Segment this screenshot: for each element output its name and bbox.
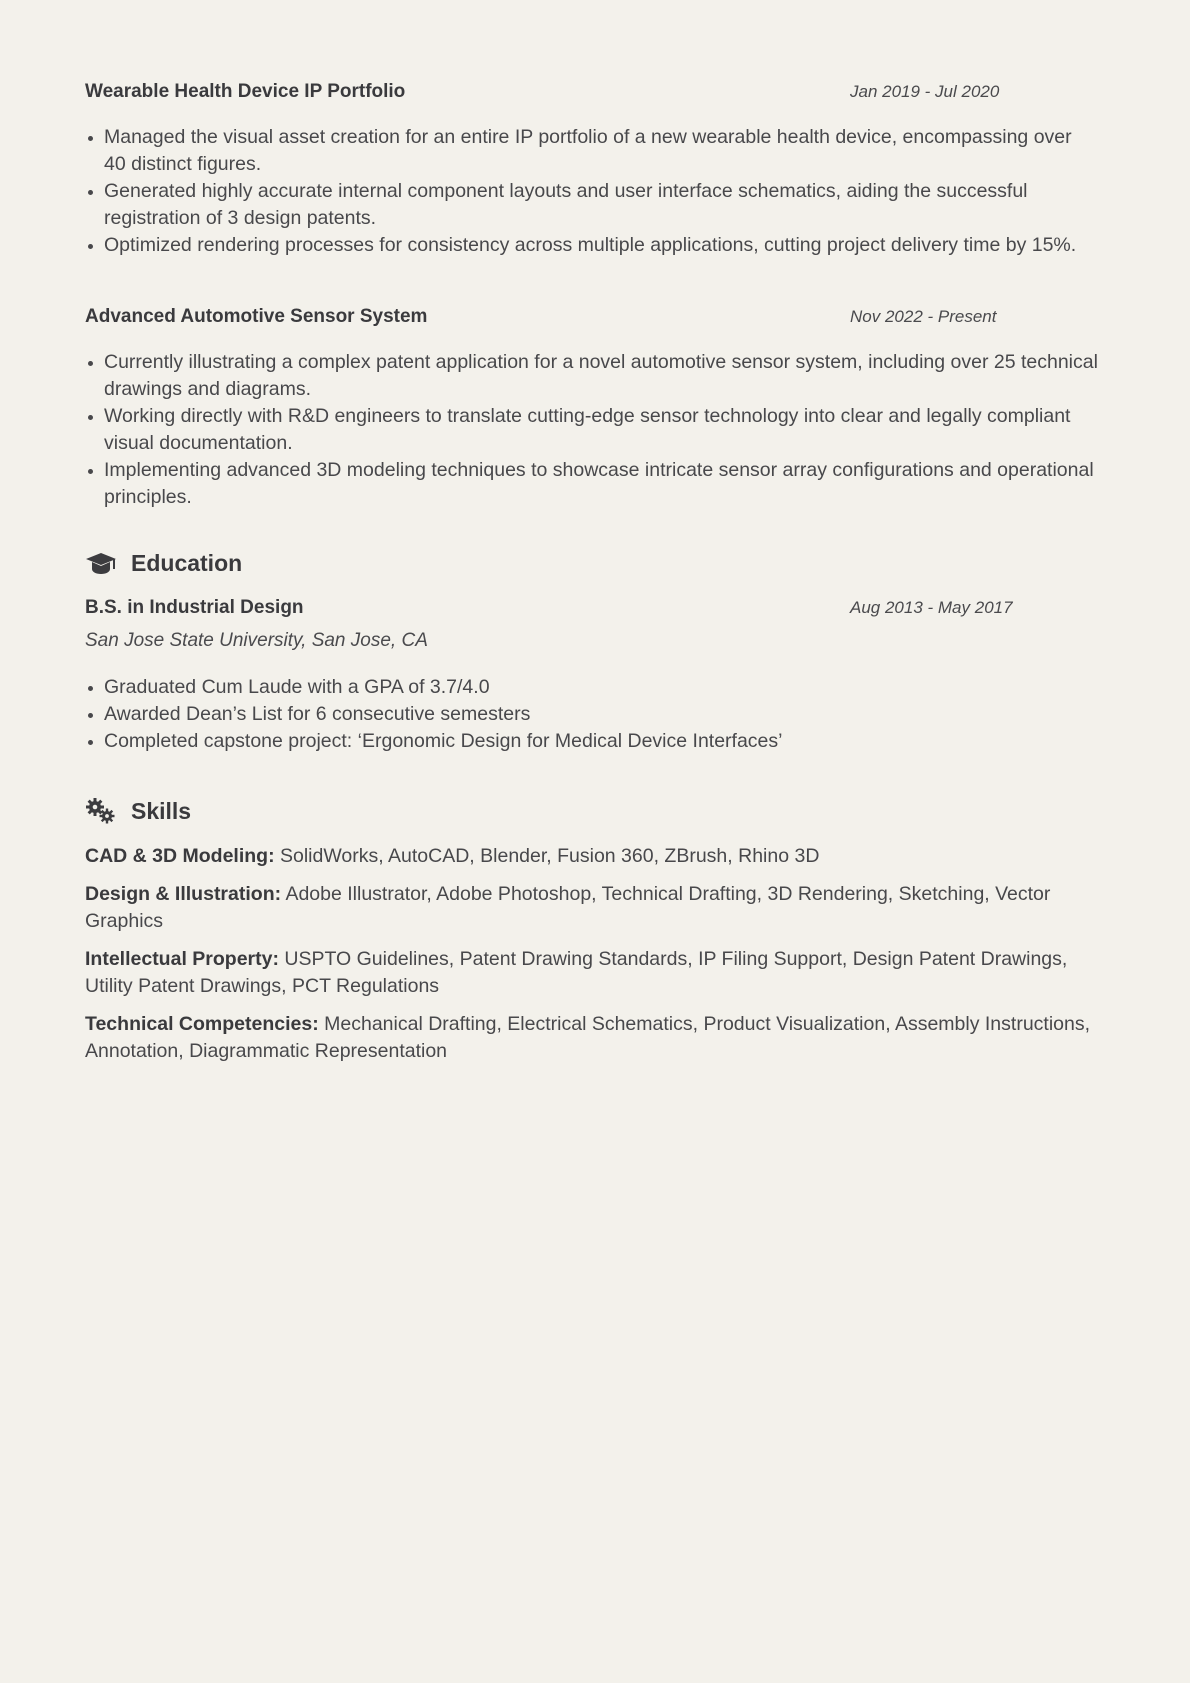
skill-value: USPTO Guidelines, Patent Drawing Standards, IP Filing Support, Design Patent Drawings, Utility Patent Drawings, PCT Regulations — [85, 948, 1068, 997]
project-bullets — [85, 124, 1085, 259]
skill-label: CAD & 3D Modeling: — [85, 845, 275, 867]
list-item: Working directly with R&D engineers to translate cutting-edge sensor technology into clear and legally compliant visual documentation. — [85, 403, 1105, 457]
project-bullets — [85, 349, 1105, 511]
skill-value: Adobe Illustrator, Adobe Photoshop, Technical Drafting, 3D Rendering, Sketching, Vector Graphics — [85, 883, 1051, 932]
skill-row — [85, 946, 1105, 1000]
gears-icon — [85, 798, 117, 826]
list-item: Currently illustrating a complex patent application for a novel automotive sensor system, including over 25 technical drawings and diagrams. — [85, 349, 1105, 403]
education-header — [85, 546, 1105, 580]
education-section — [85, 546, 1105, 755]
project-title: Advanced Automotive Sensor System — [85, 306, 428, 327]
skill-value: SolidWorks, AutoCAD, Blender, Fusion 360, ZBrush, Rhino 3D — [280, 845, 820, 867]
project-entry — [85, 77, 1105, 259]
project-header — [85, 77, 1105, 107]
skill-row — [85, 881, 1105, 935]
education-date: Aug 2013 - May 2017 — [850, 598, 1013, 617]
list-item: Managed the visual asset creation for an entire IP portfolio of a new wearable health device, encompassing over 40 distinct figures. — [85, 124, 1085, 178]
project-entry — [85, 302, 1105, 511]
education-bullets — [85, 674, 1105, 755]
skill-row — [85, 1011, 1105, 1065]
degree-title: B.S. in Industrial Design — [85, 597, 304, 618]
list-item: Awarded Dean’s List for 6 consecutive semesters — [85, 701, 1105, 728]
project-date: Jan 2019 - Jul 2020 — [850, 82, 1000, 101]
list-item: Graduated Cum Laude with a GPA of 3.7/4.0 — [85, 674, 1105, 701]
skill-label: Design & Illustration: — [85, 883, 282, 905]
list-item: Generated highly accurate internal component layouts and user interface schematics, aiding the successful registration of 3 design patents. — [85, 178, 1085, 232]
education-entry-header — [85, 593, 1105, 623]
skill-row — [85, 843, 1105, 870]
school-name: San Jose State University, San Jose, CA — [85, 630, 428, 651]
section-title: Skills — [131, 798, 192, 824]
list-item: Completed capstone project: ‘Ergonomic Design for Medical Device Interfaces’ — [85, 728, 1105, 755]
skills-header — [85, 794, 1105, 828]
skills-section — [85, 794, 1105, 1065]
graduation-cap-icon — [85, 550, 117, 578]
list-item: Implementing advanced 3D modeling techniques to showcase intricate sensor array configurations and operational principles. — [85, 457, 1105, 511]
skill-label: Intellectual Property: — [85, 948, 279, 970]
skill-label: Technical Competencies: — [85, 1013, 319, 1035]
skill-value: Mechanical Drafting, Electrical Schematics, Product Visualization, Assembly Instructions, Annotation, Diagrammatic Representation — [85, 1013, 1091, 1062]
project-date: Nov 2022 - Present — [850, 307, 997, 326]
section-title: Education — [131, 550, 243, 576]
project-title: Wearable Health Device IP Portfolio — [85, 81, 406, 102]
list-item: Optimized rendering processes for consistency across multiple applications, cutting project delivery time by 15%. — [85, 232, 1085, 259]
project-header — [85, 302, 1105, 332]
